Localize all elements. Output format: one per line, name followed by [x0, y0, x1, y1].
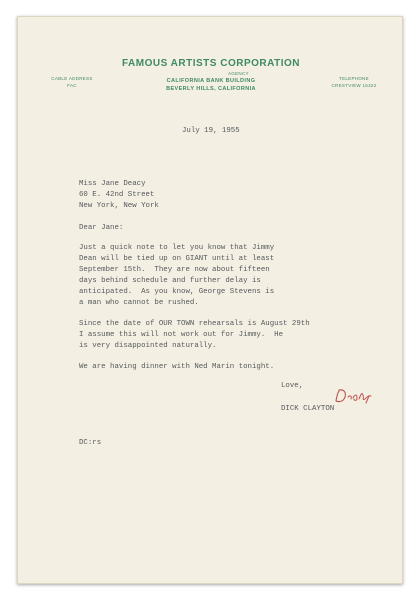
body-line: is very disappointed naturally. [79, 342, 217, 350]
signer-name: DICK CLAYTON [281, 405, 335, 413]
letterhead-agency: AGENCY [228, 71, 249, 76]
recipient-name: Miss Jane Deacy [79, 180, 146, 188]
letterhead-address-line2: BEVERLY HILLS, CALIFORNIA [166, 86, 256, 92]
body-line: anticipated. As you know, George Stevens is [79, 288, 275, 296]
recipient-street: 60 E. 42nd Street [79, 191, 155, 199]
letterhead-address-line1: CALIFORNIA BANK BUILDING [166, 78, 256, 84]
body-line: I assume this will not work out for Jimmy. He [79, 331, 284, 339]
recipient-city: New York, New York [79, 202, 159, 210]
cable-address-value: FAC [67, 83, 77, 88]
salutation: Dear Jane: [79, 224, 124, 232]
body-line: Dean will be tied up on GIANT until at least [79, 255, 275, 263]
cable-address-label: CABLE ADDRESS [51, 76, 93, 81]
telephone-value: CRESTVIEW 15322 [331, 83, 377, 88]
body-line: Just a quick note to let you know that Jimmy [79, 244, 275, 252]
letter-paper [17, 16, 403, 584]
body-line: September 15th. They are now about fifteen [79, 266, 270, 274]
handwritten-signature [333, 386, 379, 406]
closing: Love, [281, 382, 304, 390]
letter-date: July 19, 1955 [182, 127, 240, 135]
body-line: We are having dinner with Ned Marin tonight. [79, 363, 275, 371]
body-line: days behind schedule and further delay is [79, 277, 261, 285]
typist-initials: DC:rs [79, 439, 102, 447]
letterhead-company: FAMOUS ARTISTS CORPORATION [122, 58, 300, 69]
body-line: a man who cannot be rushed. [79, 299, 199, 307]
telephone-label: TELEPHONE [339, 76, 369, 81]
body-line: Since the date of OUR TOWN rehearsals is August 29th [79, 320, 310, 328]
